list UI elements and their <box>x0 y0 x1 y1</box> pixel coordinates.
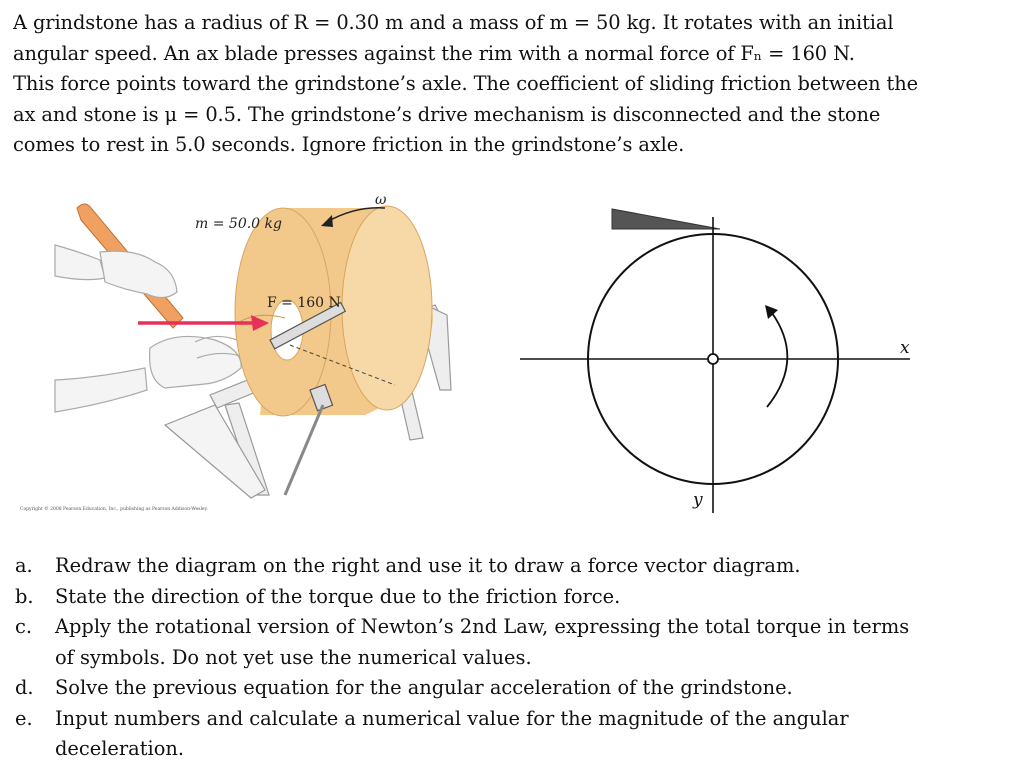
problem-line: A grindstone has a radius of R = 0.30 m and a mass of m = 50 kg. It rotates with an initial <box>13 11 894 34</box>
question-text: Redraw the diagram on the right and use it to draw a force vector diagram. <box>55 554 801 577</box>
problem-line: angular speed. An ax blade presses against the rim with a normal force of Fₙ = 160 N. <box>13 41 855 65</box>
question-text: Apply the rotational version of Newton’s 2nd Law, expressing the total torque in terms <box>55 615 910 638</box>
question-item <box>15 551 1005 582</box>
grindstone-illustration <box>20 190 475 520</box>
force-label: F = 160 N <box>267 295 341 311</box>
problem-statement <box>13 8 1003 161</box>
question-item <box>15 612 1005 673</box>
question-text: Input numbers and calculate a numerical value for the magnitude of the angular <box>55 706 849 730</box>
mass-label: m = 50.0 kg <box>195 216 282 232</box>
question-item <box>15 673 1005 704</box>
ax-blade <box>612 209 720 229</box>
question-text: Solve the previous equation for the angular acceleration of the grindstone. <box>55 676 793 699</box>
question-text: State the direction of the torque due to the friction force. <box>55 584 621 608</box>
question-item <box>15 582 1005 613</box>
question-marker: d. <box>15 676 34 699</box>
question-text: of symbols. Do not yet use the numerical values. <box>55 645 532 669</box>
problem-line: ax and stone is μ = 0.5. The grindstone’s drive mechanism is disconnected and the stone <box>13 102 881 126</box>
x-axis-label: x <box>900 338 910 358</box>
question-list <box>15 551 1005 765</box>
y-axis-label: y <box>693 490 703 510</box>
problem-line: This force points toward the grindstone’s axle. The coefficient of sliding friction between the <box>13 72 918 95</box>
problem-line: comes to rest in 5.0 seconds. Ignore friction in the grindstone’s axle. <box>13 133 685 156</box>
question-marker: e. <box>15 706 33 730</box>
schematic-diagram <box>515 195 930 525</box>
copyright-notice: Copyright © 2008 Pearson Education, Inc., publishing as Pearson Addison-Wesley. <box>20 507 208 512</box>
arms-holding-ax <box>55 245 241 412</box>
rotation-arrow <box>765 305 787 407</box>
axle-point <box>708 354 718 364</box>
question-text: deceleration. <box>55 737 185 760</box>
question-marker: b. <box>15 584 34 608</box>
omega-label: ω <box>375 192 387 208</box>
question-item <box>15 704 1005 765</box>
question-marker: c. <box>15 615 33 638</box>
question-marker: a. <box>15 554 33 577</box>
